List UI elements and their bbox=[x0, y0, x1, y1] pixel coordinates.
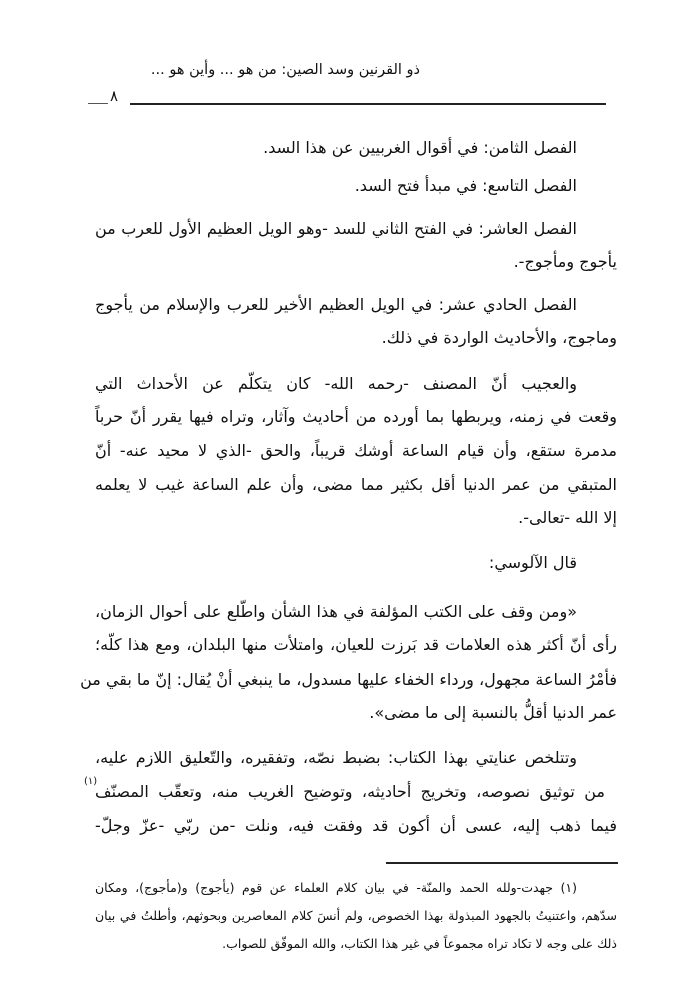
footnote-marker: (١) bbox=[84, 776, 98, 787]
footnote-line: ذلك على وجه لا تكاد تراه مجموعاً في غير هذا الكتاب، والله الموفّق للصواب. bbox=[222, 936, 617, 951]
text-line: مدمرة ستقع، وأن قيام الساعة أوشك قريباً، والحق -الذي لا محيد عنه- أنّ bbox=[95, 441, 617, 460]
text-line: من توثيق نصوصه، وتخريج أحاديثه، وتوضيح الغريب منه، وتعقّب المصنّف bbox=[95, 782, 605, 801]
text-line: الفصل التاسع: في مبدأ فتح السد. bbox=[354, 176, 577, 195]
text-line: الفصل الحادي عشر: في الويل العظيم الأخير للعرب والإسلام من يأجوج bbox=[95, 295, 577, 314]
text-line: فأمْرُ الساعة مجهول، ورداء الخفاء عليها مسدول، ما ينبغي أنْ يُقال: إنّ ما بقي من bbox=[80, 670, 617, 689]
header-rule-short bbox=[88, 103, 108, 104]
text-line: الفصل الثامن: في أقوال الغربيين عن هذا السد. bbox=[263, 138, 577, 157]
text-line: المتبقي من عمر الدنيا أقل بكثير مما مضى، وأن علم الساعة غيب لا يعلمه bbox=[95, 475, 617, 494]
footnote-rule bbox=[386, 862, 618, 864]
footnote-line: سدّهم، واعتنيتُ بالجهود المبذولة بهذا الخصوص، ولم أنسَ كلام المعاصرين وبحوثهم، وأطلتُ في بيان bbox=[95, 908, 617, 923]
text-line: وقعت في زمنه، ويربطها بما أورده من أحاديث وآثار، وتراه فيها يقرر أنّ حرباً bbox=[95, 407, 617, 426]
text-line: وماجوج، والأحاديث الواردة في ذلك. bbox=[381, 328, 617, 347]
text-line: فيما ذهب إليه، عسى أن أكون قد وفقت فيه، ونلت -من ربّي -عزّ وجلّ- bbox=[95, 816, 617, 835]
header-rule bbox=[130, 103, 606, 105]
page-number: ٨ bbox=[110, 87, 119, 105]
text-line: قال الآلوسي: bbox=[488, 553, 577, 572]
text-line: عمر الدنيا أقلُّ بالنسبة إلى ما مضى». bbox=[369, 703, 617, 722]
text-line: الفصل العاشر: في الفتح الثاني للسد -وهو الويل العظيم الأول للعرب من bbox=[95, 219, 577, 238]
text-line: رأى أنّ أكثر هذه العلامات قد بَرزت للعيان، وامتلأت منها البلدان، ومع هذا كلّه؛ bbox=[95, 635, 617, 654]
footnote-line: (١) جهدت-ولله الحمد والمنّة- في بيان كلام العلماء عن قوم (يأجوج) و(مأجوج)، ومكان bbox=[95, 880, 577, 895]
running-title: ذو القرنين وسد الصين: من هو ... وأين هو ... bbox=[150, 62, 420, 78]
text-line: وتتلخص عنايتي بهذا الكتاب: بضبط نصّه، وتفقيره، والتّعليق اللازم عليه، bbox=[95, 748, 577, 767]
text-line: والعجيب أنّ المصنف -رحمه الله- كان يتكلّم عن الأحداث التي bbox=[95, 374, 577, 393]
text-line: إلا الله -تعالى-. bbox=[518, 508, 617, 527]
text-line: يأجوج ومأجوج-. bbox=[513, 252, 617, 271]
text-line: «ومن وقف على الكتب المؤلفة في هذا الشأن واطّلع على أحوال الزمان، bbox=[95, 602, 577, 621]
